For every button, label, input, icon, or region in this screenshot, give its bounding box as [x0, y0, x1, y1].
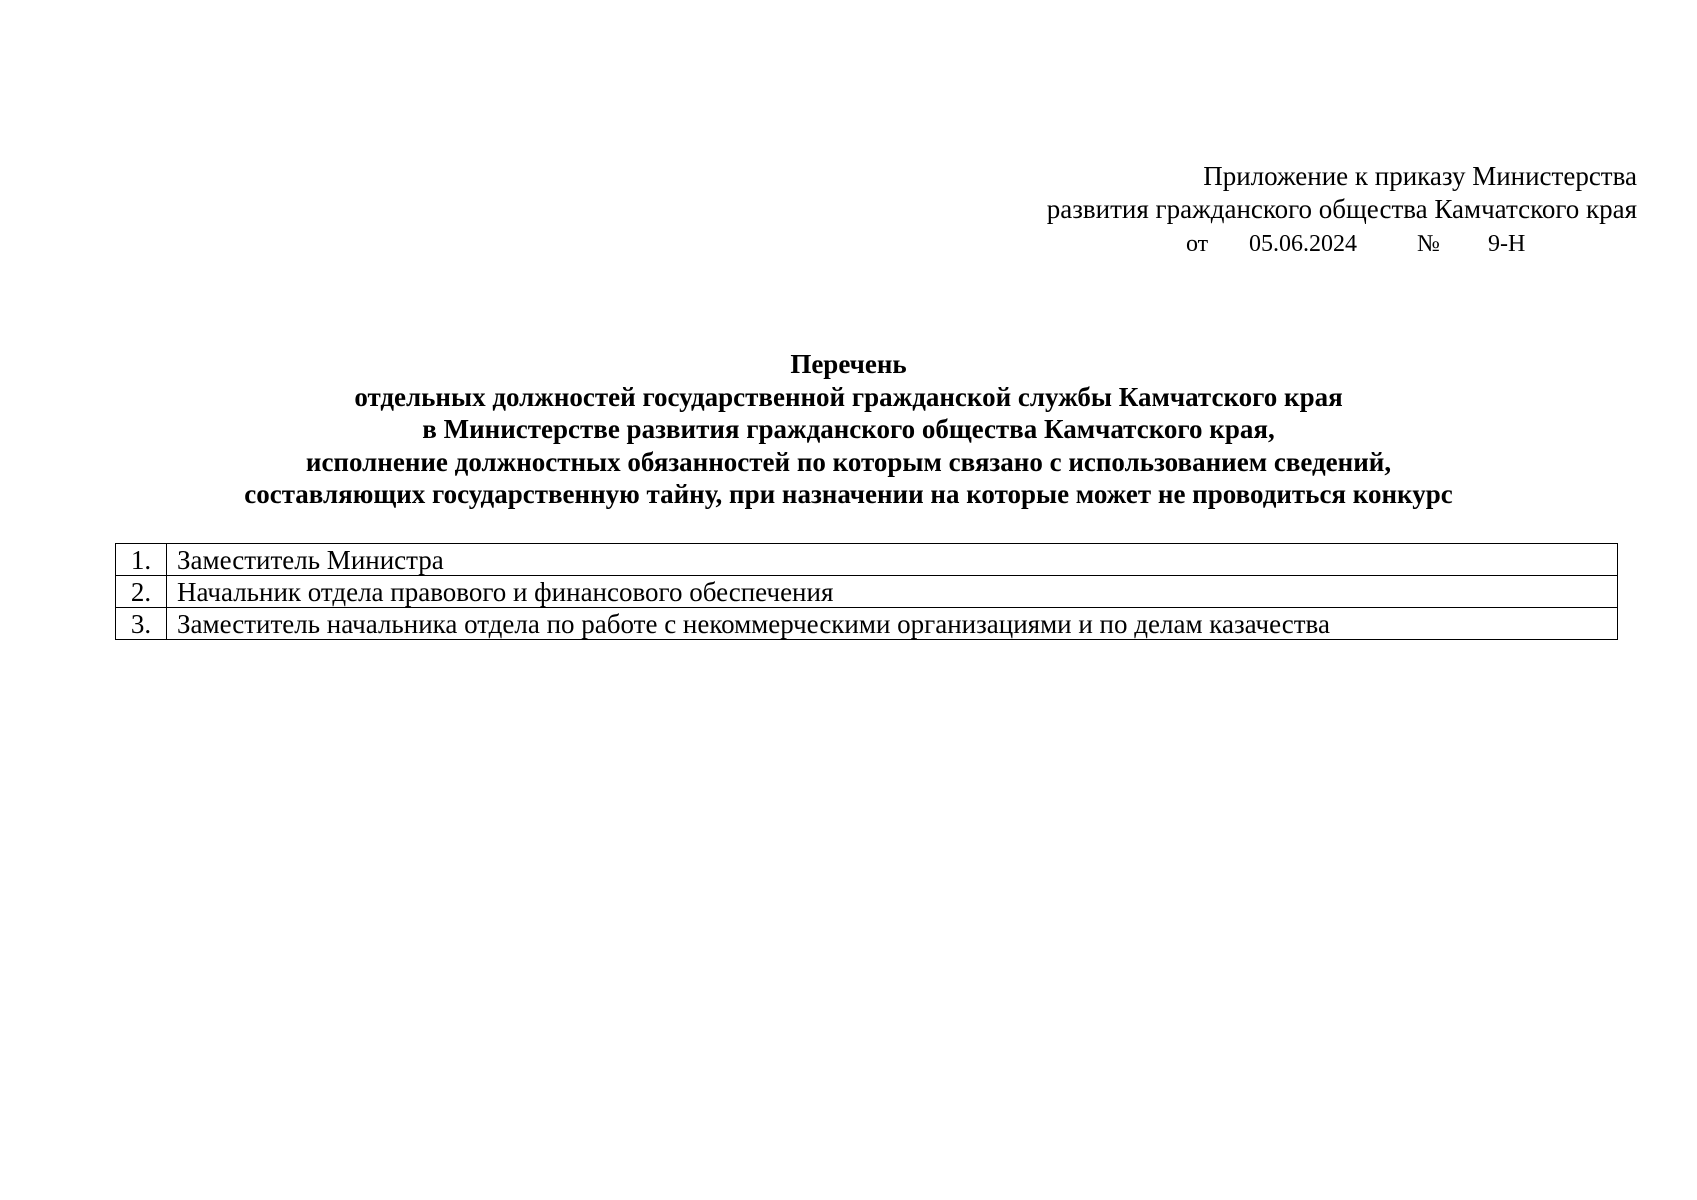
position-title: Заместитель Министра — [167, 544, 1618, 576]
appendix-header-line-1: Приложение к приказу Министерства — [1203, 161, 1637, 191]
order-from-label: от — [1186, 231, 1209, 257]
title-line-1: Перечень — [790, 349, 907, 379]
document-title — [0, 348, 1697, 511]
position-title: Заместитель начальника отдела по работе с некоммерческими организациями и по делам казачества — [167, 608, 1618, 640]
title-line-3: в Министерстве развития гражданского общества Камчатского края, — [422, 414, 1275, 444]
table-row — [116, 544, 1618, 576]
row-number: 2. — [116, 576, 167, 608]
row-number: 1. — [116, 544, 167, 576]
positions-table — [115, 543, 1618, 640]
position-title: Начальник отдела правового и финансового обеспечения — [167, 576, 1618, 608]
order-number: 9-Н — [1488, 231, 1526, 257]
title-line-5: составляющих государственную тайну, при назначении на которые может не проводиться конкурс — [244, 479, 1453, 509]
order-number-sign: № — [1417, 231, 1440, 257]
appendix-header-line-2: развития гражданского общества Камчатского края — [1046, 194, 1637, 224]
row-number: 3. — [116, 608, 167, 640]
title-line-2: отдельных должностей государственной гражданской службы Камчатского края — [354, 381, 1343, 412]
order-date: 05.06.2024 — [1249, 231, 1357, 257]
appendix-header — [1047, 160, 1637, 226]
title-line-4: исполнение должностных обязанностей по которым связано с использованием сведений, — [305, 446, 1392, 477]
table-row — [116, 576, 1618, 608]
table-row — [116, 608, 1618, 640]
